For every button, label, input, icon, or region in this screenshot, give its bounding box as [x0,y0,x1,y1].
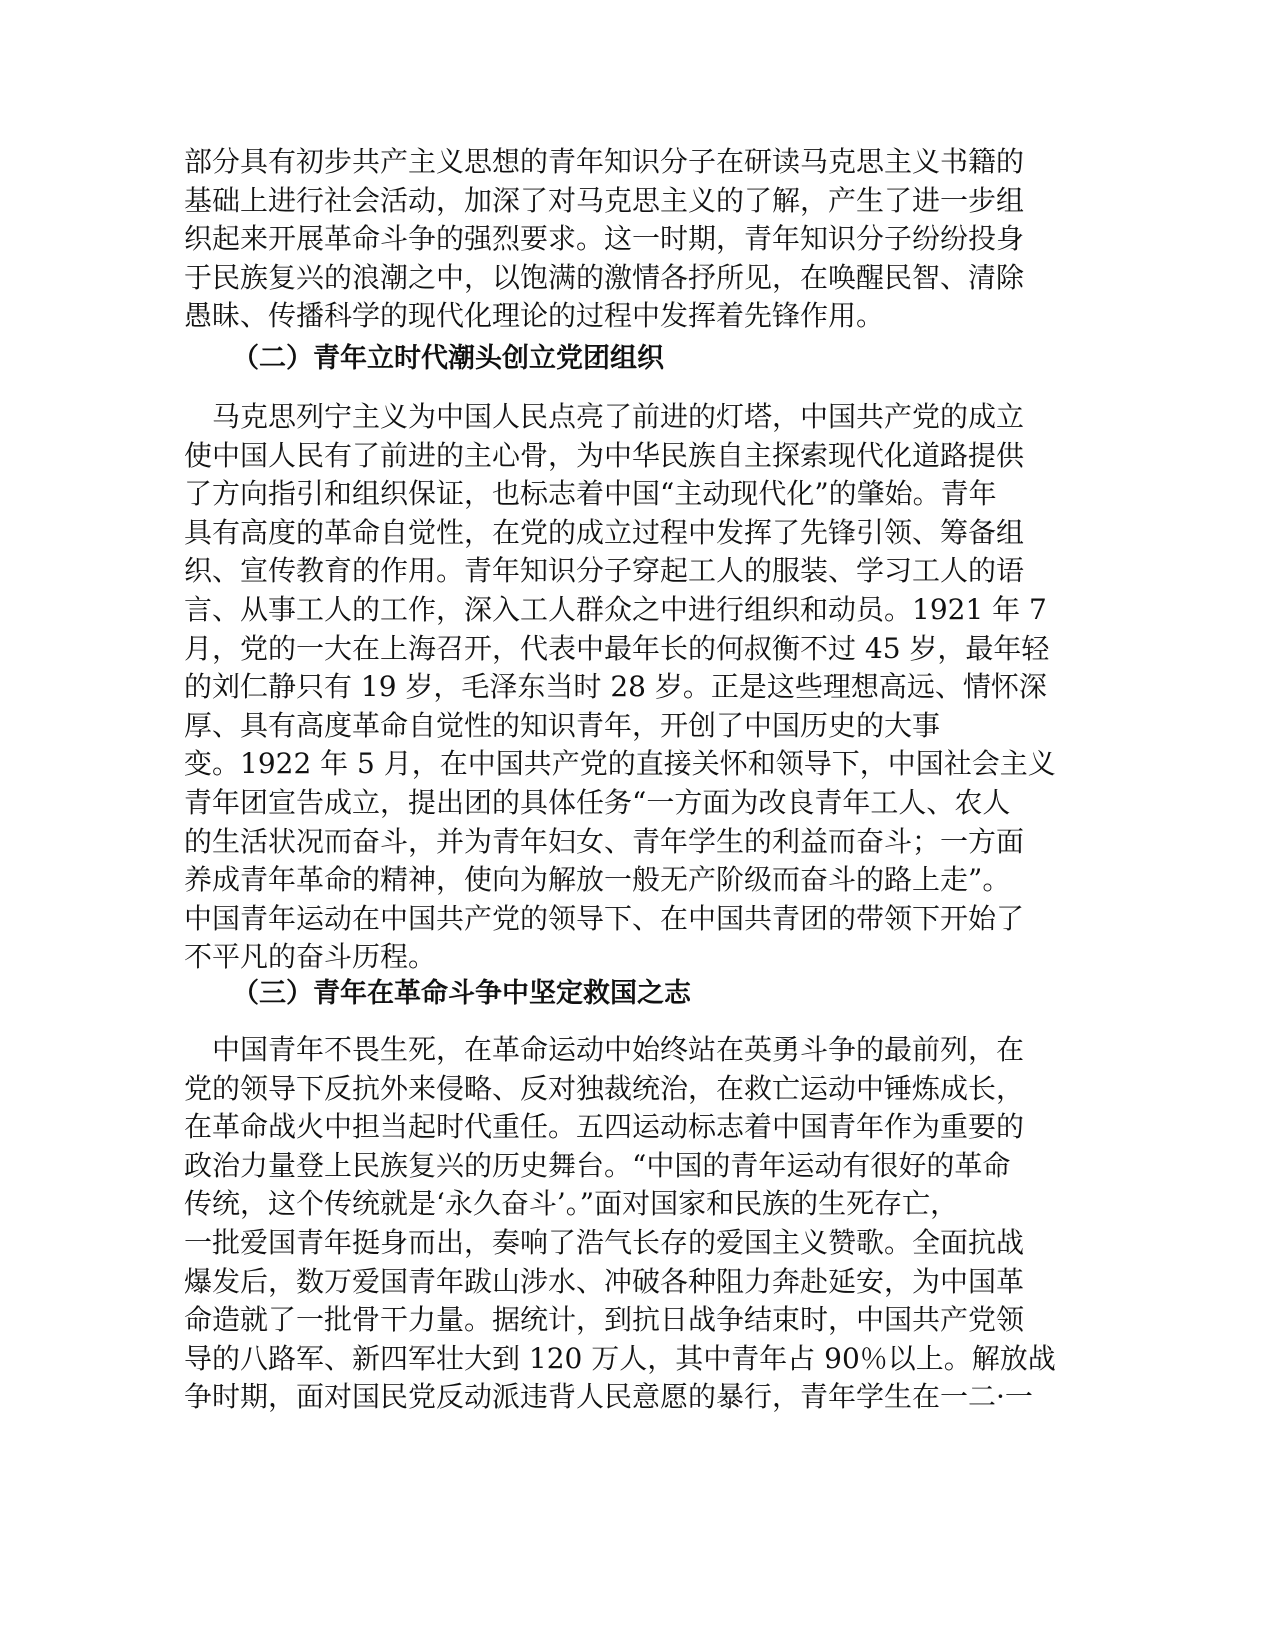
paragraph-line: 变。1922 年 5 月，在中国共产党的直接关怀和领导下，中国社会主义 [184,747,1056,781]
paragraph-line: 于民族复兴的浪潮之中，以饱满的激情各抒所见，在唤醒民智、清除 [184,260,1025,294]
paragraph-line: 厚、具有高度革命自觉性的知识青年，开创了中国历史的大事 [184,708,941,742]
paragraph-line: 爆发后，数万爱国青年跋山涉水、冲破各种阻力奔赴延安，为中国革 [184,1264,1025,1298]
paragraph-line: 言、从事工人的工作，深入工人群众之中进行组织和动员。1921 年 7 [184,592,1047,626]
paragraph-line: 传统，这个传统就是‘永久奋斗’。”面对国家和民族的生死存亡， [184,1187,959,1221]
paragraph-line: 织起来开展革命斗争的强烈要求。这一时期，青年知识分子纷纷投身 [184,222,1025,256]
paragraph-2 [184,398,1056,977]
paragraph-line: 使中国人民有了前进的主心骨，为中华民族自主探索现代化道路提供 [184,438,1025,472]
paragraph-line: 织、宣传教育的作用。青年知识分子穿起工人的服装、学习工人的语 [184,554,1025,588]
paragraph-line: 政治力量登上民族复兴的历史舞台。“中国的青年运动有很好的革命 [184,1148,1011,1182]
paragraph-line: 的刘仁静只有 19 岁，毛泽东当时 28 岁。正是这些理想高远、情怀深 [184,670,1047,704]
paragraph-line: 的生活状况而奋斗，并为青年妇女、青年学生的利益而奋斗；一方面 [184,824,1025,858]
section-heading-2: （二）青年立时代潮头创立党团组织 [232,343,664,374]
paragraph-line: 愚昧、传播科学的现代化理论的过程中发挥着先锋作用。 [184,299,885,333]
paragraph-line: 部分具有初步共产主义思想的青年知识分子在研读马克思主义书籍的 [184,145,1025,178]
paragraph-line: 不平凡的奋斗历程。 [184,940,437,974]
paragraph-line: 争时期，面对国民党反动派违背人民意愿的暴行，青年学生在一二·一 [184,1380,1033,1414]
paragraph-line: 命造就了一批骨干力量。据统计，到抗日战争结束时，中国共产党领 [184,1303,1025,1337]
paragraph-line: 党的领导下反抗外来侵略、反对独裁统治，在救亡运动中锤炼成长， [184,1071,1025,1105]
paragraph-line: 导的八路军、新四军壮大到 120 万人，其中青年占 90％以上。解放战 [184,1341,1056,1375]
paragraph-line: 马克思列宁主义为中国人民点亮了前进的灯塔，中国共产党的成立 [184,400,1025,433]
paragraph-line: 一批爱国青年挺身而出，奏响了浩气长存的爱国主义赞歌。全面抗战 [184,1225,1025,1259]
paragraph-line: 中国青年运动在中国共产党的领导下、在中国共青团的带领下开始了 [184,901,1025,935]
paragraph-line: 基础上进行社会活动，加深了对马克思主义的了解，产生了进一步组 [184,183,1025,217]
paragraph-1 [184,143,1044,336]
paragraph-line: 中国青年不畏生死，在革命运动中始终站在英勇斗争的最前列，在 [184,1033,1025,1066]
paragraph-line: 月，党的一大在上海召开，代表中最年长的何叔衡不过 45 岁，最年轻 [184,631,1050,665]
paragraph-line: 了方向指引和组织保证，也标志着中国“主动现代化”的肇始。青年 [184,477,997,511]
paragraph-line: 青年团宣告成立，提出团的具体任务“一方面为改良青年工人、农人 [184,785,1011,819]
section-heading-3: （三）青年在革命斗争中坚定救国之志 [232,978,691,1009]
paragraph-line: 在革命战火中担当起时代重任。五四运动标志着中国青年作为重要的 [184,1110,1025,1144]
paragraph-3 [184,1031,1056,1417]
paragraph-line: 具有高度的革命自觉性，在党的成立过程中发挥了先锋引领、筹备组 [184,515,1025,549]
paragraph-line: 养成青年革命的精神，使向为解放一般无产阶级而奋斗的路上走”。 [184,863,1011,897]
